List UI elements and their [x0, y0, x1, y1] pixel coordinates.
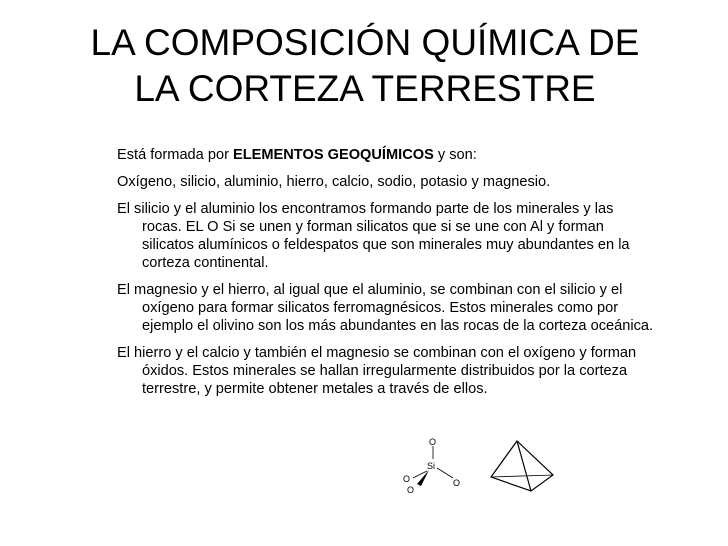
wedge-bond: [417, 470, 429, 486]
oxygen-atom-right: O: [453, 478, 461, 488]
slide-title: [40, 20, 690, 112]
intro-suffix: y son:: [433, 147, 477, 163]
silicon-aluminium-paragraph: El silicio y el aluminio los encontramos formando parte de los minerales y las rocas. EL O Si se unen y forman silicatos que si se une con Al y forman silicatos alumínicos o feldespatos que son minerales muy abundantes en la corteza continental.: [117, 201, 630, 271]
intro-prefix: Está formada por: [117, 147, 233, 163]
oxygen-atom-left: O: [403, 474, 411, 484]
oxygen-atom-top: O: [429, 437, 437, 447]
iron-calcium-paragraph: El hierro y el calcio y también el magnesio se combinan con el oxígeno y forman óxidos. Estos minerales se hallan irregularmente distribuidos por la corteza terrestre, y permite obtener metales a través de ellos.: [117, 345, 637, 397]
tetrahedron-front-edge: [517, 441, 531, 491]
intro-paragraph: [117, 146, 657, 164]
tetrahedron-outline: [491, 441, 553, 491]
slide-content: [117, 146, 657, 407]
bond-right: [437, 468, 453, 478]
tetrahedron-icon: [487, 439, 557, 494]
magnesium-iron-paragraph: El magnesio y el hierro, al igual que el aluminio, se combinan con el silicio y el oxígeno para formar silicatos ferromagnésicos. Estos minerales como por ejemplo el olivino son los más abundantes en las rocas de la corteza oceánica.: [117, 282, 654, 334]
silicon-atom: Si: [427, 461, 436, 471]
title-line-1: LA COMPOSICIÓN QUÍMICA DE: [90, 22, 640, 63]
title-line-2: LA CORTEZA TERRESTRE: [134, 68, 596, 109]
tetrahedron-back-edge: [491, 475, 553, 477]
intro-bold-term: ELEMENTOS GEOQUÍMICOS: [233, 147, 434, 163]
silicate-molecule-diagram: [395, 436, 475, 496]
elements-list-paragraph: Oxígeno, silicio, aluminio, hierro, calcio, sodio, potasio y magnesio.: [117, 174, 551, 190]
oxygen-atom-bottom: O: [407, 485, 415, 495]
